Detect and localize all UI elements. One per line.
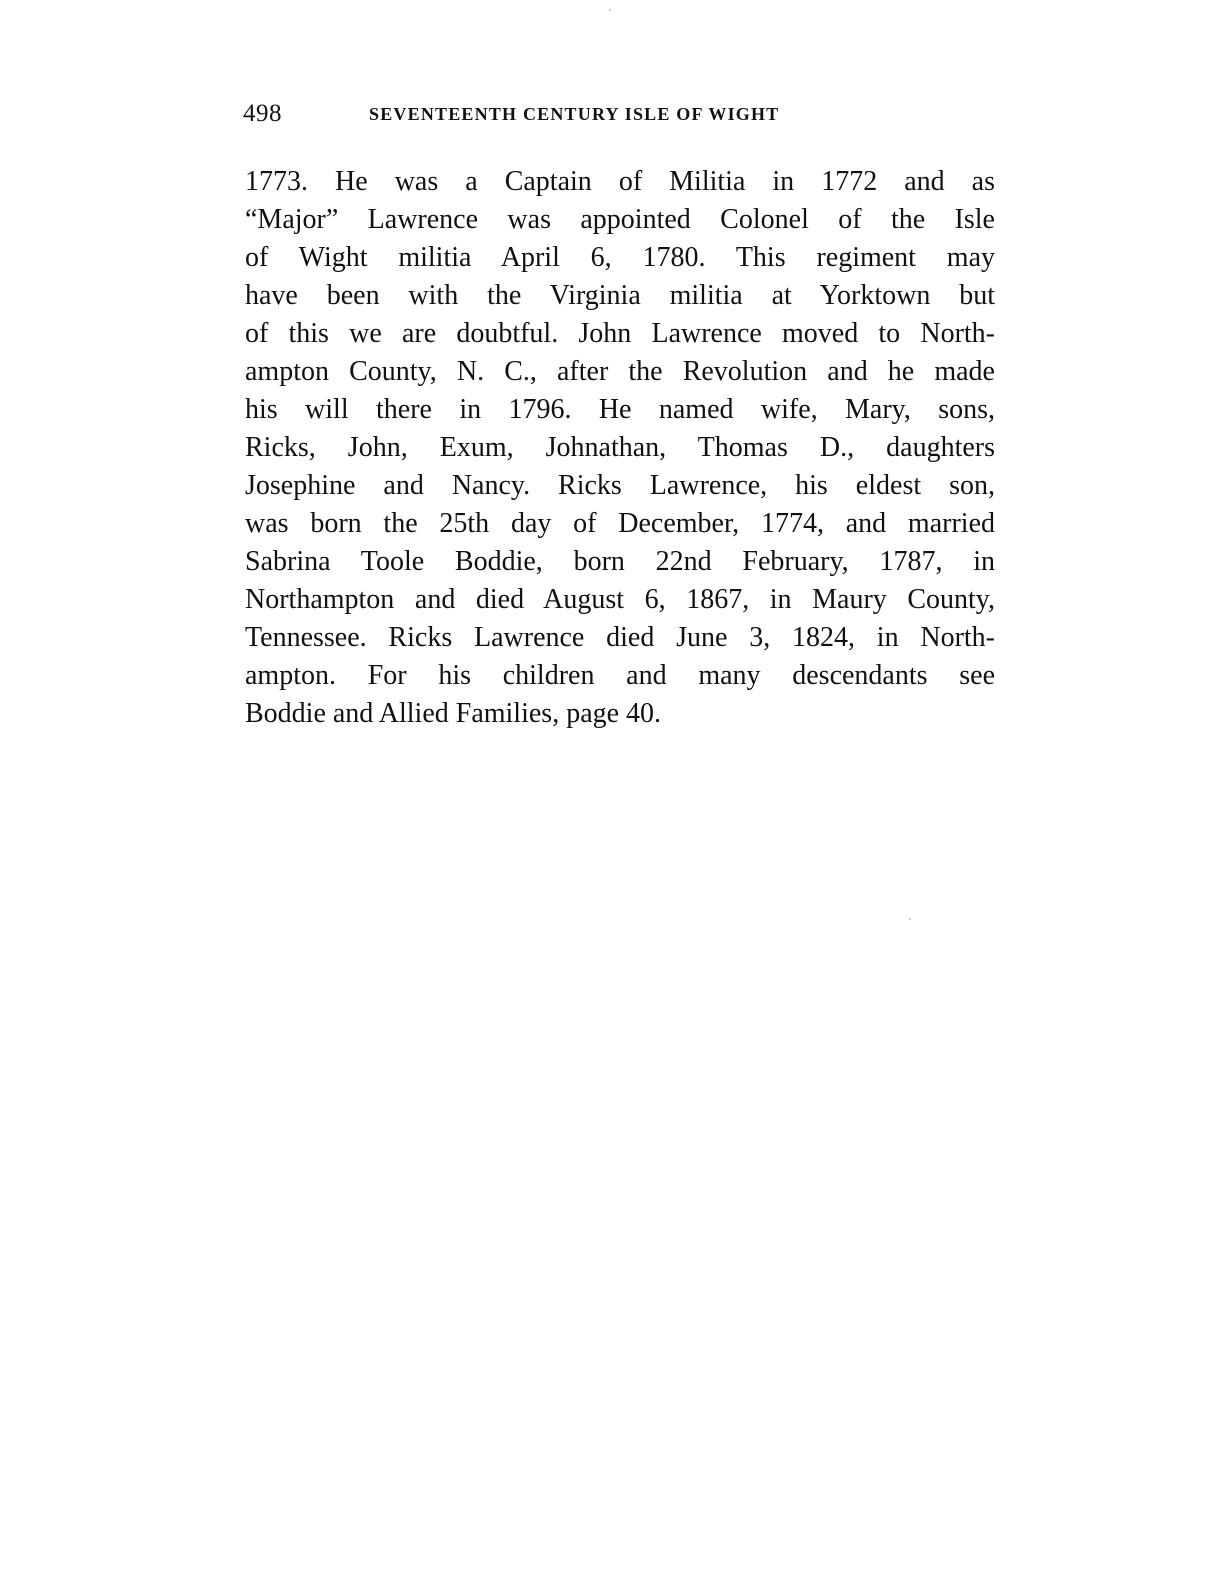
running-title: SEVENTEENTH CENTURY ISLE OF WIGHT: [369, 104, 780, 124]
text-line: Tennessee. Ricks Lawrence died June 3, 1824, in North-: [245, 622, 995, 653]
text-line: “Major” Lawrence was appointed Colonel of the Isle: [245, 204, 995, 235]
body-paragraph: [245, 163, 995, 733]
text-line: Boddie and Allied Families, page 40.: [245, 698, 662, 729]
text-line: Josephine and Nancy. Ricks Lawrence, his eldest son,: [245, 470, 995, 501]
text-line: Northampton and died August 6, 1867, in Maury County,: [245, 584, 995, 615]
text-line: ampton. For his children and many descendants see: [245, 660, 995, 691]
text-line: was born the 25th day of December, 1774, and married: [245, 508, 995, 539]
text-line: of Wight militia April 6, 1780. This regiment may: [245, 242, 995, 273]
page-header: [243, 98, 995, 132]
text-line: Sabrina Toole Boddie, born 22nd February, 1787, in: [245, 546, 995, 577]
scan-speck: [609, 9, 611, 11]
text-line: of this we are doubtful. John Lawrence moved to North-: [245, 318, 995, 349]
text-line: Ricks, John, Exum, Johnathan, Thomas D., daughters: [245, 432, 995, 463]
text-line: 1773. He was a Captain of Militia in 1772 and as: [245, 166, 995, 197]
text-line: have been with the Virginia militia at Yorktown but: [245, 280, 995, 311]
text-line: ampton County, N. C., after the Revolution and he made: [245, 356, 995, 387]
page-number: 498: [243, 100, 282, 127]
scan-speck: [909, 918, 911, 920]
text-line: his will there in 1796. He named wife, Mary, sons,: [245, 394, 995, 425]
